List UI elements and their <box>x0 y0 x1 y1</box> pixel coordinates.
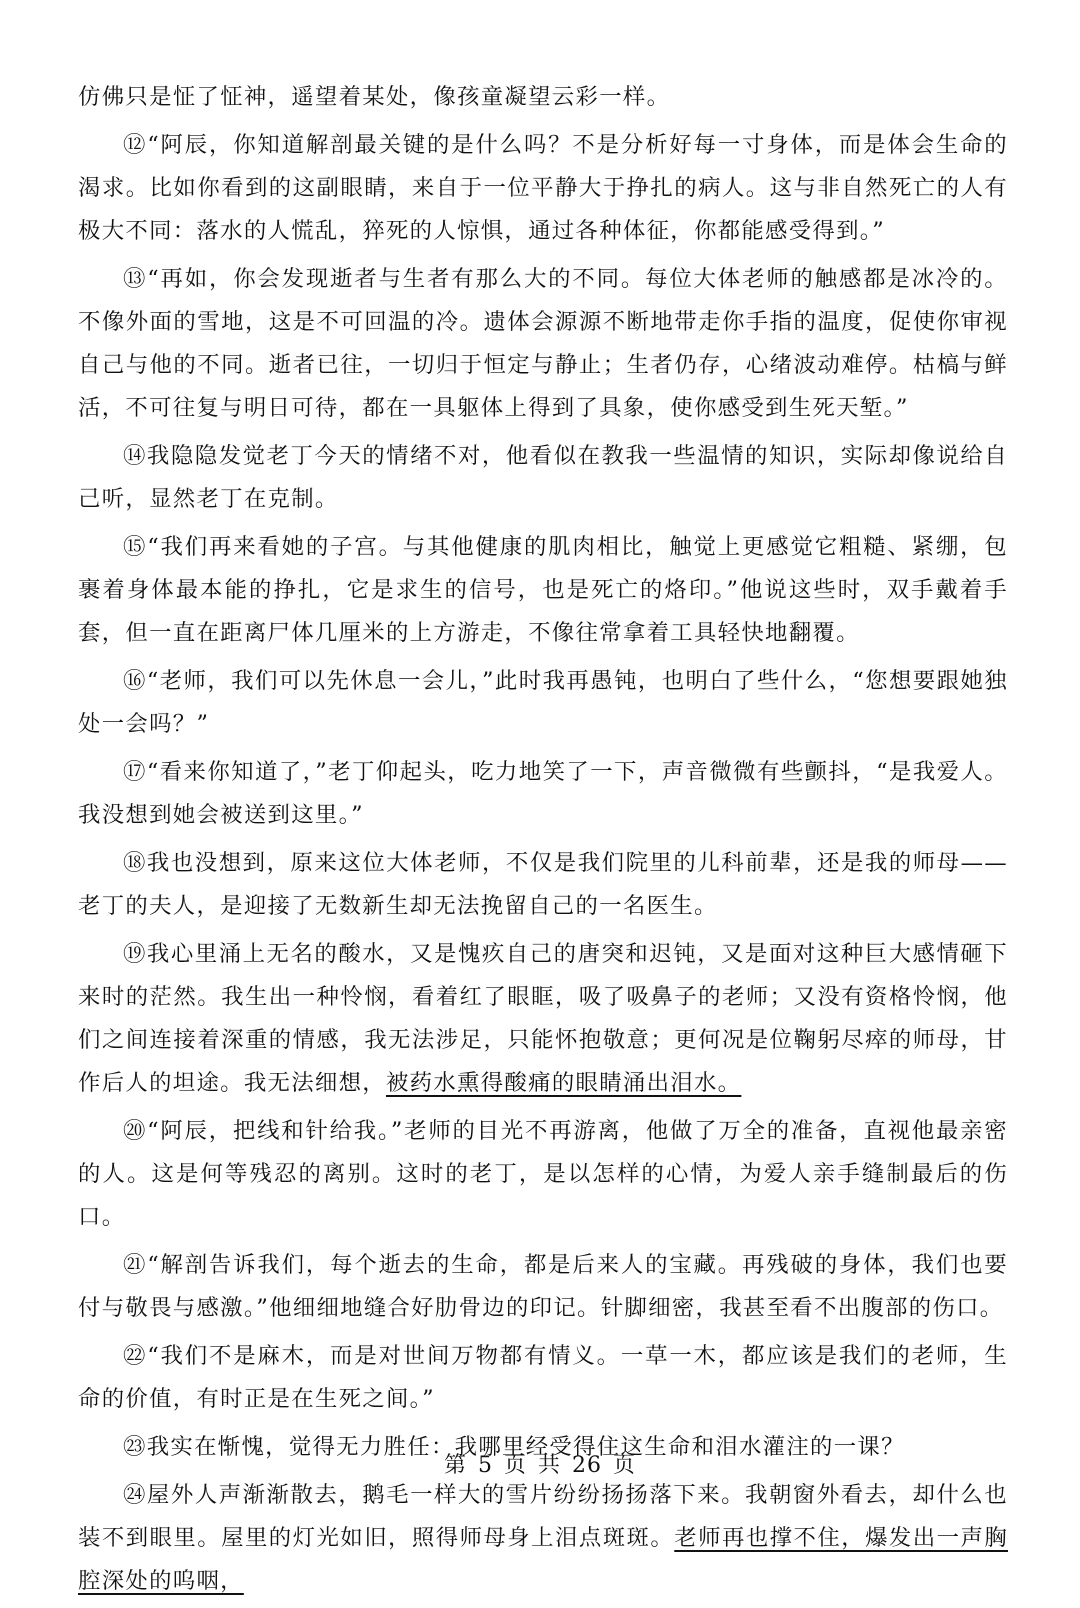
paragraph-text: ⑯“老师，我们可以先休息一会儿，”此时我再愚钝，也明白了些什么，“您想要跟她独处一会吗？” <box>78 668 1008 737</box>
paragraph-p16 <box>78 660 1008 746</box>
paragraph-p12 <box>78 124 1008 253</box>
paragraph-text: ⑰“看来你知道了，”老丁仰起头，吃力地笑了一下，声音微微有些颤抖，“是我爱人。我没想到她会被送到这里。” <box>78 759 1008 828</box>
total-page-number: 26 <box>572 1453 603 1478</box>
paragraph-text: ㉔屋外人声渐渐散去，鹅毛一样大的雪片纷纷扬扬落下来。我朝窗外看去，却什么也装不到眼里。屋里的灯光如旧，照得师母身上泪点斑斑。 <box>78 1482 1008 1551</box>
paragraph-p14 <box>78 435 1008 521</box>
page-footer <box>0 1450 1080 1482</box>
paragraph-text: ⑬“再如，你会发现逝者与生者有那么大的不同。每位大体老师的触感都是冰冷的。不像外面的雪地，这是不可回温的冷。遗体会源源不断地带走你手指的温度，促使你审视自己与他的不同。逝者已往，一切归于恒定与静止；生者仍存，心绪波动难停。枯槁与鲜活，不可往复与明日可待，都在一具躯体上得到了具象，使你感受到生死天堑。” <box>78 266 1008 421</box>
underlined-text: 被药水熏得酸痛的眼睛涌出泪水。 <box>385 1070 742 1096</box>
paragraph-p-cont <box>78 76 1008 119</box>
paragraph-text: ⑫“阿辰，你知道解剖最关键的是什么吗？不是分析好每一寸身体，而是体会生命的渴求。比如你看到的这副眼睛，来自于一位平静大于挣扎的病人。这与非自然死亡的人有极大不同：落水的人慌乱，猝死的人惊惧，通过各种体征，你都能感受得到。” <box>78 132 1008 244</box>
paragraph-text: ㉒“我们不是麻木，而是对世间万物都有情义。一草一木，都应该是我们的老师，生命的价值，有时正是在生死之间。” <box>78 1343 1008 1412</box>
paragraph-p24 <box>78 1474 1008 1603</box>
paragraph-text: ⑱我也没想到，原来这位大体老师，不仅是我们院里的儿科前辈，还是我的师母——老丁的夫人，是迎接了无数新生却无法挽留自己的一名医生。 <box>78 850 1008 919</box>
paragraph-p13 <box>78 258 1008 430</box>
paragraph-p17 <box>78 751 1008 837</box>
paragraph-text: ㉑“解剖告诉我们，每个逝去的生命，都是后来人的宝藏。再残破的身体，我们也要付与敬畏与感激。”他细细地缝合好肋骨边的印记。针脚细密，我甚至看不出腹部的伤口。 <box>78 1252 1008 1321</box>
paragraph-p22 <box>78 1335 1008 1421</box>
current-page-number: 5 <box>477 1453 493 1478</box>
passage-body <box>78 76 1008 1608</box>
paragraph-text: ⑭我隐隐发觉老丁今天的情绪不对，他看似在教我一些温情的知识，实际却像说给自己听，显然老丁在克制。 <box>78 443 1008 512</box>
paragraph-p20 <box>78 1110 1008 1239</box>
paragraph-p18 <box>78 842 1008 928</box>
footer-word-gong: 共 <box>538 1453 562 1478</box>
footer-word-ye: 页 <box>503 1453 527 1478</box>
paragraph-text: ⑳“阿辰，把线和针给我。”老师的目光不再游离，他做了万全的准备，直视他最亲密的人。这是何等残忍的离别。这时的老丁，是以怎样的心情，为爱人亲手缝制最后的伤口。 <box>78 1118 1008 1230</box>
paragraph-text: 仿佛只是怔了怔神，遥望着某处，像孩童凝望云彩一样。 <box>78 84 671 110</box>
paragraph-p21 <box>78 1244 1008 1330</box>
paragraph-text: ⑮“我们再来看她的子宫。与其他健康的肌肉相比，触觉上更感觉它粗糙、紧绷，包裹着身体最本能的挣扎，它是求生的信号，也是死亡的烙印。”他说这些时，双手戴着手套，但一直在距离尸体几厘米的上方游走，不像往常拿着工具轻快地翻覆。 <box>78 534 1008 646</box>
paragraph-p15 <box>78 526 1008 655</box>
paragraph-text: ㉓我实在惭愧，觉得无力胜任：我哪里经受得住这生命和泪水灌注的一课？ <box>123 1434 905 1460</box>
paragraph-text: ⑲我心里涌上无名的酸水，又是愧疚自己的唐突和迟钝，又是面对这种巨大感情砸下来时的茫然。我生出一种怜悯，看着红了眼眶，吸了吸鼻子的老师；又没有资格怜悯，他们之间连接着深重的情感，我无法涉足，只能怀抱敬意；更何况是位鞠躬尽瘁的师母，甘作后人的坦途。我无法细想， <box>78 941 1008 1096</box>
footer-word-di: 第 <box>443 1453 467 1478</box>
underlined-text: 老师再也撑不住，爆发出一声胸腔深处的呜咽， <box>78 1525 1009 1594</box>
footer-word-ye-2: 页 <box>613 1453 637 1478</box>
paragraph-p19 <box>78 933 1008 1105</box>
